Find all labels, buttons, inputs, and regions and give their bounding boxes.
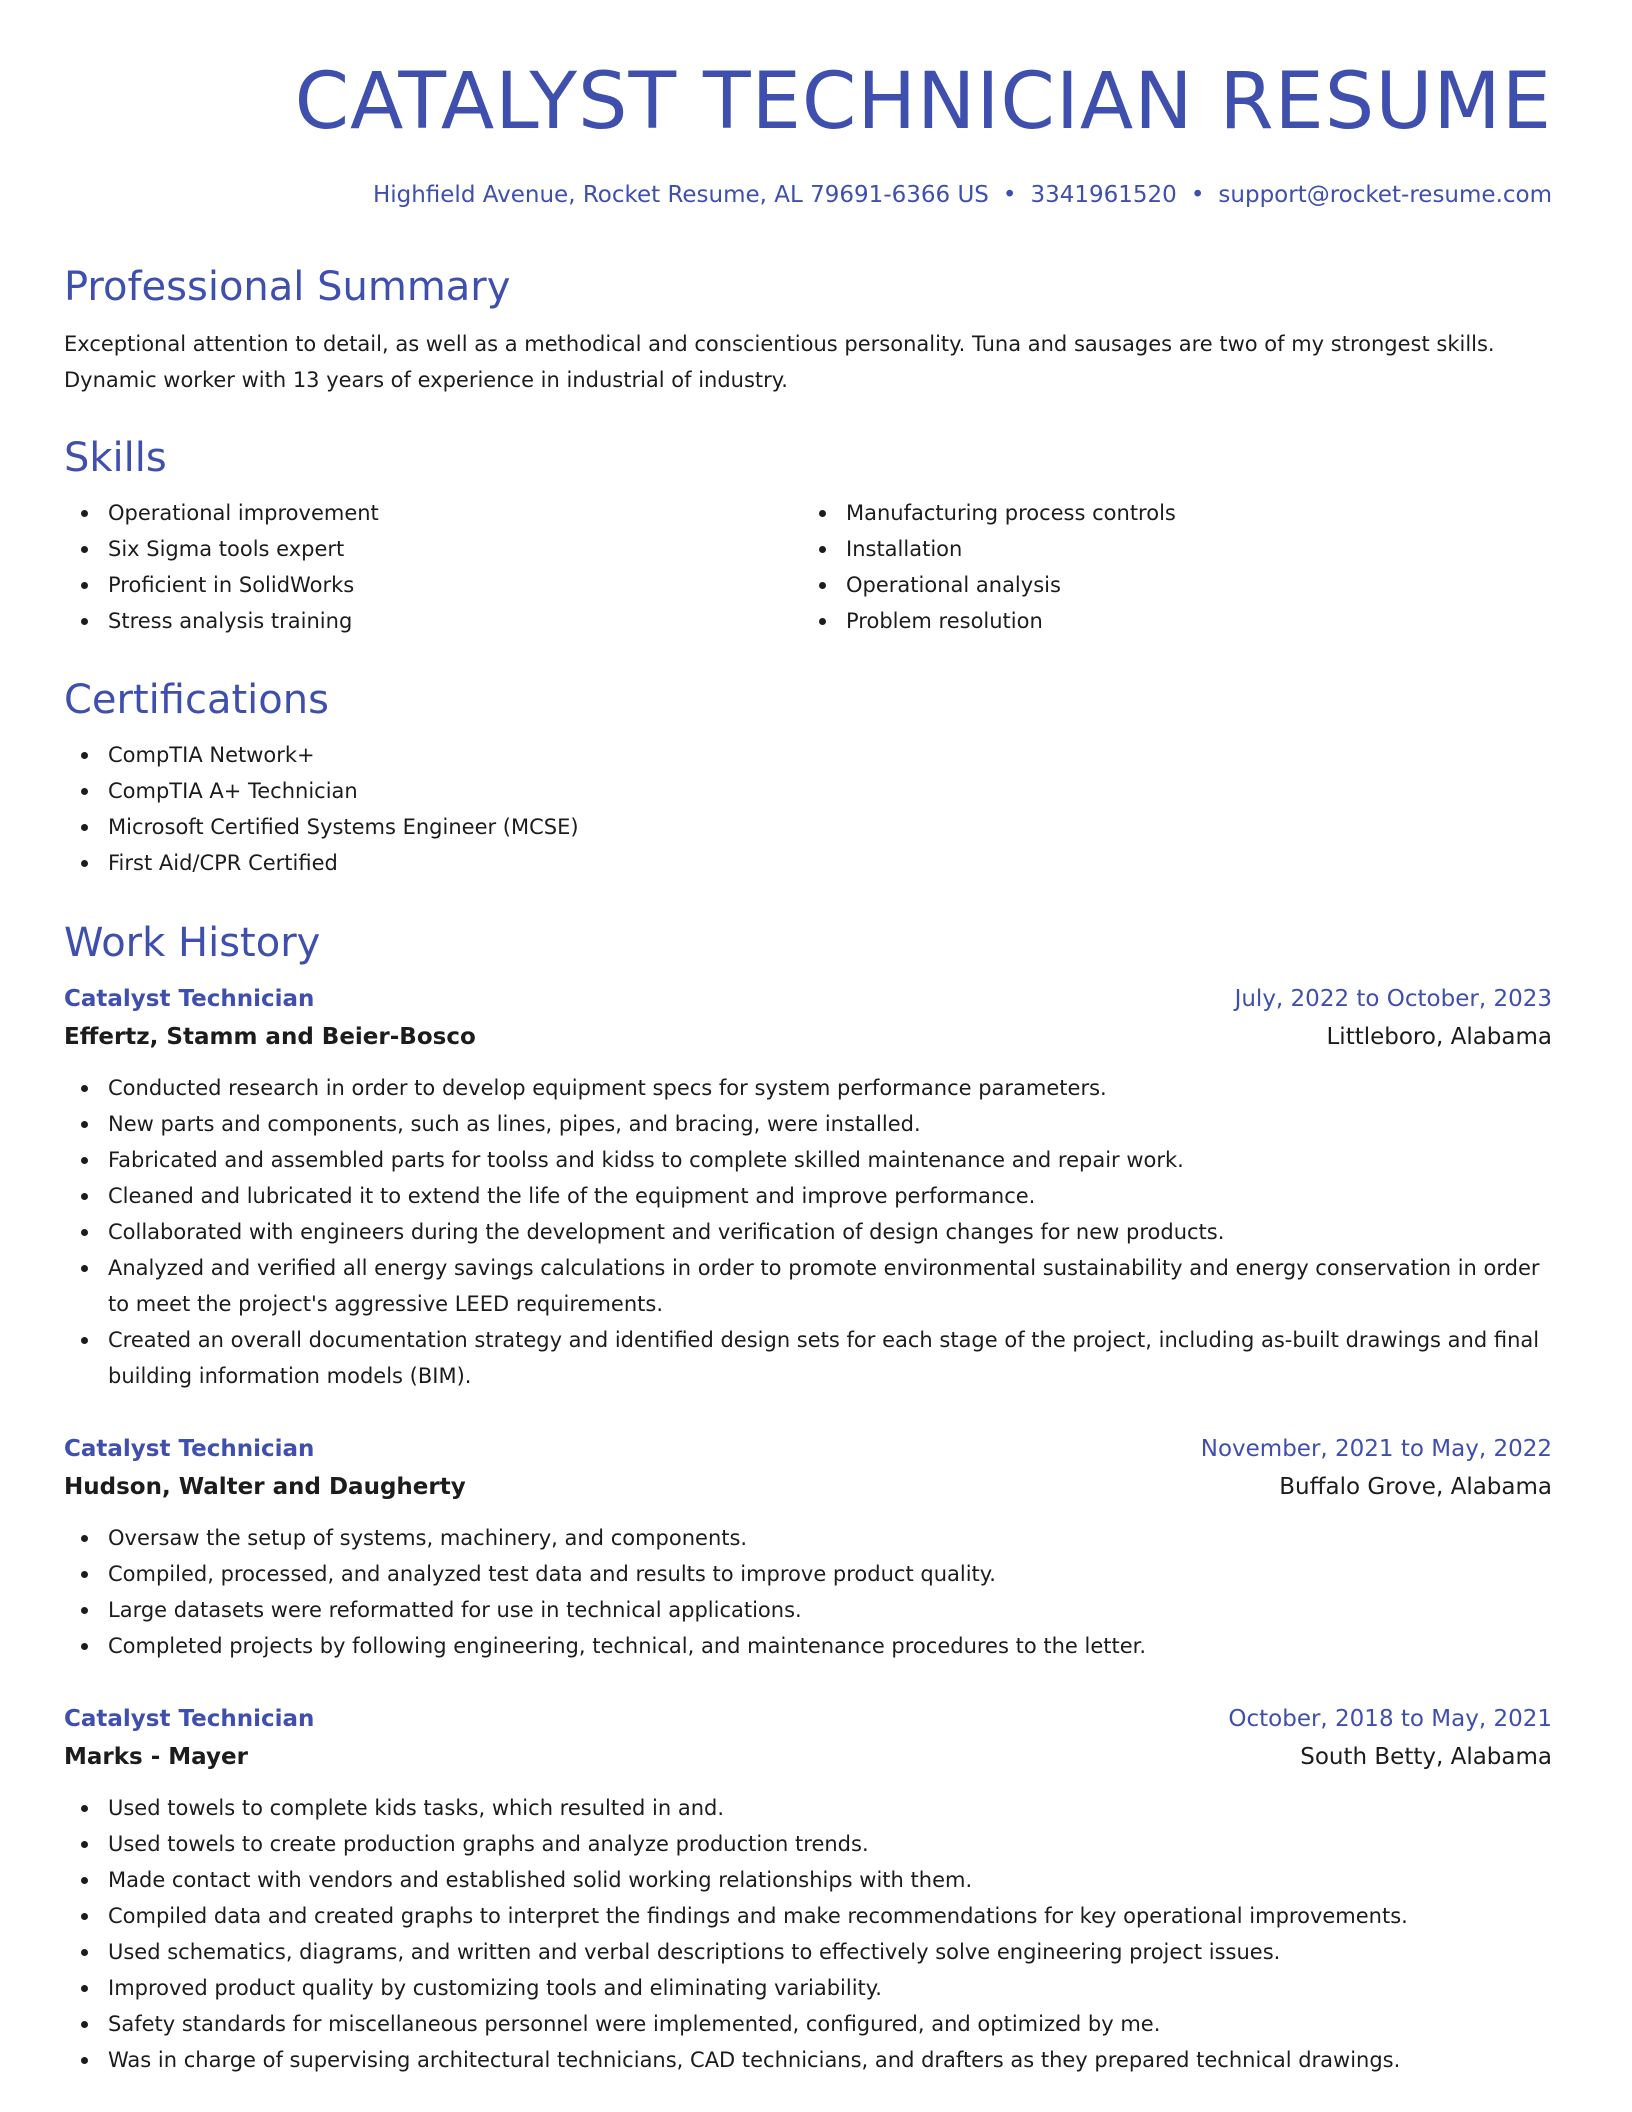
job-duty: Fabricated and assembled parts for toolss and kidss to complete skilled maintenance and repair work. (64, 1142, 1552, 1178)
skill-item: Installation (802, 531, 1540, 567)
job-location: South Betty, Alabama (1300, 1744, 1552, 1770)
job-duty: Improved product quality by customizing tools and eliminating variability. (64, 1970, 1552, 2006)
work-history-section (64, 918, 1552, 2078)
job-duties-list (64, 1520, 1552, 1664)
job-company-row (64, 1738, 1552, 1776)
job-company-row (64, 1468, 1552, 1506)
skill-item: Problem resolution (802, 603, 1540, 639)
job-duties-list (64, 1790, 1552, 2078)
job-entry (64, 1700, 1552, 2078)
skills-section (64, 433, 1552, 639)
certification-item: First Aid/CPR Certified (64, 845, 1552, 881)
certifications-section (64, 675, 1552, 881)
job-duty: Cleaned and lubricated it to extend the life of the equipment and improve performance. (64, 1178, 1552, 1214)
job-duty: Used towels to create production graphs and analyze production trends. (64, 1826, 1552, 1862)
summary-section (64, 262, 1552, 398)
job-entry (64, 1430, 1552, 1664)
skill-item: Operational improvement (64, 495, 802, 531)
resume-page (64, 0, 1552, 2072)
summary-text: Exceptional attention to detail, as well as a methodical and conscientious personality. Tuna and sausages are two of my strongest skills. Dynamic worker with 13 years of experience in industrial of industry. (64, 332, 1495, 392)
job-title: Catalyst Technician (64, 1706, 315, 1732)
skill-item: Manufacturing process controls (802, 495, 1540, 531)
job-duty: Conducted research in order to develop equipment specs for system performance parameters. (64, 1070, 1552, 1106)
job-dates: July, 2022 to October, 2023 (1234, 986, 1552, 1012)
email-link[interactable]: support@rocket-resume.com (1218, 182, 1552, 208)
job-duties-list (64, 1070, 1552, 1394)
job-duty: New parts and components, such as lines, pipes, and bracing, were installed. (64, 1106, 1552, 1142)
job-duty: Used towels to complete kids tasks, which resulted in and. (64, 1790, 1552, 1826)
certification-item: Microsoft Certified Systems Engineer (MCSE) (64, 809, 1552, 845)
job-duty: Oversaw the setup of systems, machinery, and components. (64, 1520, 1552, 1556)
job-company: Marks - Mayer (64, 1744, 248, 1770)
certification-item: CompTIA A+ Technician (64, 773, 1552, 809)
work-history-heading: Work History (64, 920, 321, 966)
contact-line (373, 180, 1552, 210)
job-duty: Completed projects by following engineering, technical, and maintenance procedures to the letter. (64, 1628, 1552, 1664)
job-duty: Compiled data and created graphs to interpret the findings and make recommendations for key operational improvements. (64, 1898, 1552, 1934)
contact-separator: • (1190, 182, 1205, 208)
job-location: Littleboro, Alabama (1326, 1024, 1552, 1050)
summary-heading: Professional Summary (64, 264, 511, 310)
skills-list-right (802, 495, 1540, 639)
phone-text: 3341961520 (1030, 182, 1177, 208)
job-duty: Used schematics, diagrams, and written and verbal descriptions to effectively solve engineering project issues. (64, 1934, 1552, 1970)
job-duty: Compiled, processed, and analyzed test data and results to improve product quality. (64, 1556, 1552, 1592)
skill-item: Stress analysis training (64, 603, 802, 639)
certifications-list (64, 737, 1552, 881)
skills-grid (64, 495, 1552, 639)
job-dates: October, 2018 to May, 2021 (1228, 1706, 1552, 1732)
skill-item: Six Sigma tools expert (64, 531, 802, 567)
address-text: Highfield Avenue, Rocket Resume, AL 79691-6366 US (372, 182, 989, 208)
job-duty: Large datasets were reformatted for use in technical applications. (64, 1592, 1552, 1628)
certifications-heading: Certifications (64, 677, 329, 723)
job-duty: Created an overall documentation strategy and identified design sets for each stage of the project, including as-built drawings and final building information models (BIM). (64, 1322, 1552, 1394)
job-title-row (64, 1430, 1552, 1468)
skills-list-left (64, 495, 802, 639)
job-duty: Was in charge of supervising architectural technicians, CAD technicians, and drafters as they prepared technical drawings. (64, 2042, 1552, 2078)
skills-heading: Skills (64, 435, 167, 481)
contact-separator: • (1002, 182, 1017, 208)
job-company: Hudson, Walter and Daugherty (64, 1474, 466, 1500)
job-duty: Made contact with vendors and established solid working relationships with them. (64, 1862, 1552, 1898)
job-duty: Safety standards for miscellaneous personnel were implemented, configured, and optimized by me. (64, 2006, 1552, 2042)
job-title: Catalyst Technician (64, 986, 315, 1012)
certification-item: CompTIA Network+ (64, 737, 1552, 773)
resume-title: CATALYST TECHNICIAN RESUME (294, 57, 1552, 147)
job-dates: November, 2021 to May, 2022 (1200, 1436, 1552, 1462)
job-location: Buffalo Grove, Alabama (1279, 1474, 1552, 1500)
job-title: Catalyst Technician (64, 1436, 315, 1462)
job-entry (64, 980, 1552, 1394)
job-company: Effertz, Stamm and Beier-Bosco (64, 1024, 476, 1050)
job-title-row (64, 980, 1552, 1018)
job-duty: Analyzed and verified all energy savings calculations in order to promote environmental sustainability and energy conservation in order to meet the project's aggressive LEED requirements. (64, 1250, 1552, 1322)
job-company-row (64, 1018, 1552, 1056)
job-title-row (64, 1700, 1552, 1738)
skill-item: Proficient in SolidWorks (64, 567, 802, 603)
skill-item: Operational analysis (802, 567, 1540, 603)
job-duty: Collaborated with engineers during the development and verification of design changes for new products. (64, 1214, 1552, 1250)
